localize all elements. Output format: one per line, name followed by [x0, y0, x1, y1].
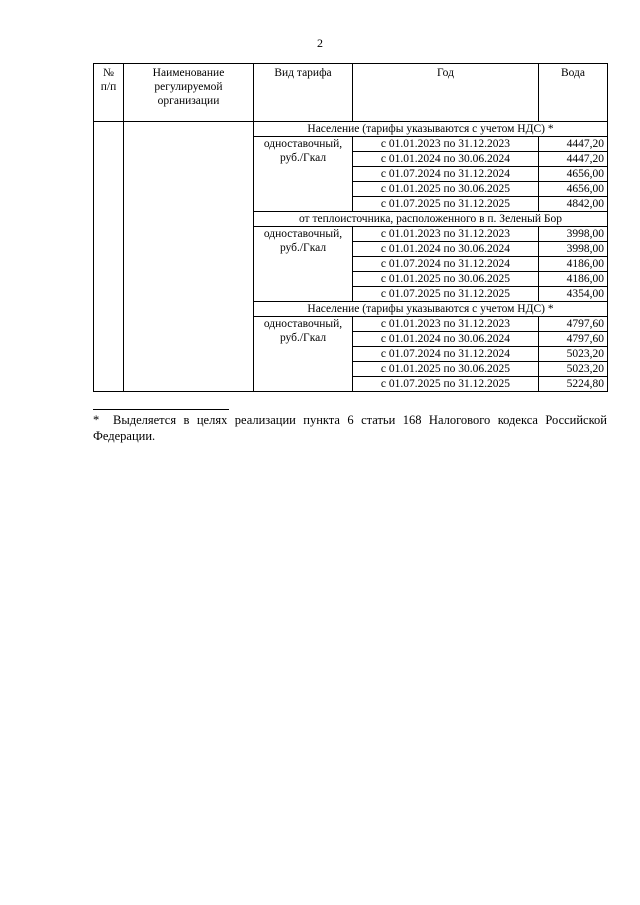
value-cell: 4797,60 [539, 332, 608, 347]
value-cell: 4186,00 [539, 257, 608, 272]
value-cell: 4797,60 [539, 317, 608, 332]
value-cell: 4354,00 [539, 287, 608, 302]
footnote [93, 412, 607, 444]
period-cell: с 01.07.2025 по 31.12.2025 [353, 377, 539, 392]
period-cell: с 01.01.2024 по 30.06.2024 [353, 152, 539, 167]
header-org: Наименование регулируемой организации [124, 64, 254, 122]
value-cell: 4447,20 [539, 137, 608, 152]
header-year: Год [353, 64, 539, 122]
header-water: Вода [539, 64, 608, 122]
value-cell: 4186,00 [539, 272, 608, 287]
section-title: Население (тарифы указываются с учетом НДС) * [254, 302, 608, 317]
section-title-row [94, 122, 608, 137]
table-header-row [94, 64, 608, 122]
value-cell: 5023,20 [539, 347, 608, 362]
tariff-type-cell: одноставочный, руб./Гкал [254, 137, 353, 212]
period-cell: с 01.01.2023 по 31.12.2023 [353, 137, 539, 152]
period-cell: с 01.01.2025 по 30.06.2025 [353, 362, 539, 377]
period-cell: с 01.01.2025 по 30.06.2025 [353, 272, 539, 287]
header-tariff-type: Вид тарифа [254, 64, 353, 122]
section-title: Население (тарифы указываются с учетом НДС) * [254, 122, 608, 137]
value-cell: 4656,00 [539, 167, 608, 182]
page-number: 2 [317, 36, 323, 50]
header-num: № п/п [94, 64, 124, 122]
footnote-mark: * [93, 413, 100, 427]
tariff-type-cell: одноставочный, руб./Гкал [254, 227, 353, 302]
period-cell: с 01.07.2024 по 31.12.2024 [353, 347, 539, 362]
value-cell: 3998,00 [539, 242, 608, 257]
period-cell: с 01.01.2023 по 31.12.2023 [353, 317, 539, 332]
period-cell: с 01.01.2023 по 31.12.2023 [353, 227, 539, 242]
period-cell: с 01.01.2024 по 30.06.2024 [353, 242, 539, 257]
value-cell: 3998,00 [539, 227, 608, 242]
period-cell: с 01.07.2025 по 31.12.2025 [353, 197, 539, 212]
period-cell: с 01.07.2025 по 31.12.2025 [353, 287, 539, 302]
value-cell: 4842,00 [539, 197, 608, 212]
tariff-table [93, 63, 608, 392]
value-cell: 4447,20 [539, 152, 608, 167]
value-cell: 5224,80 [539, 377, 608, 392]
period-cell: с 01.01.2024 по 30.06.2024 [353, 332, 539, 347]
footnote-text: Выделяется в целях реализации пункта 6 статьи 168 Налогового кодекса Российской Федерации. [93, 413, 607, 443]
org-cell [124, 122, 254, 392]
section-title: от теплоисточника, расположенного в п. Зеленый Бор [254, 212, 608, 227]
tariff-type-cell: одноставочный, руб./Гкал [254, 317, 353, 392]
value-cell: 4656,00 [539, 182, 608, 197]
num-cell [94, 122, 124, 392]
period-cell: с 01.01.2025 по 30.06.2025 [353, 182, 539, 197]
period-cell: с 01.07.2024 по 31.12.2024 [353, 257, 539, 272]
period-cell: с 01.07.2024 по 31.12.2024 [353, 167, 539, 182]
value-cell: 5023,20 [539, 362, 608, 377]
footnote-divider [93, 409, 229, 410]
table-body [94, 122, 608, 392]
